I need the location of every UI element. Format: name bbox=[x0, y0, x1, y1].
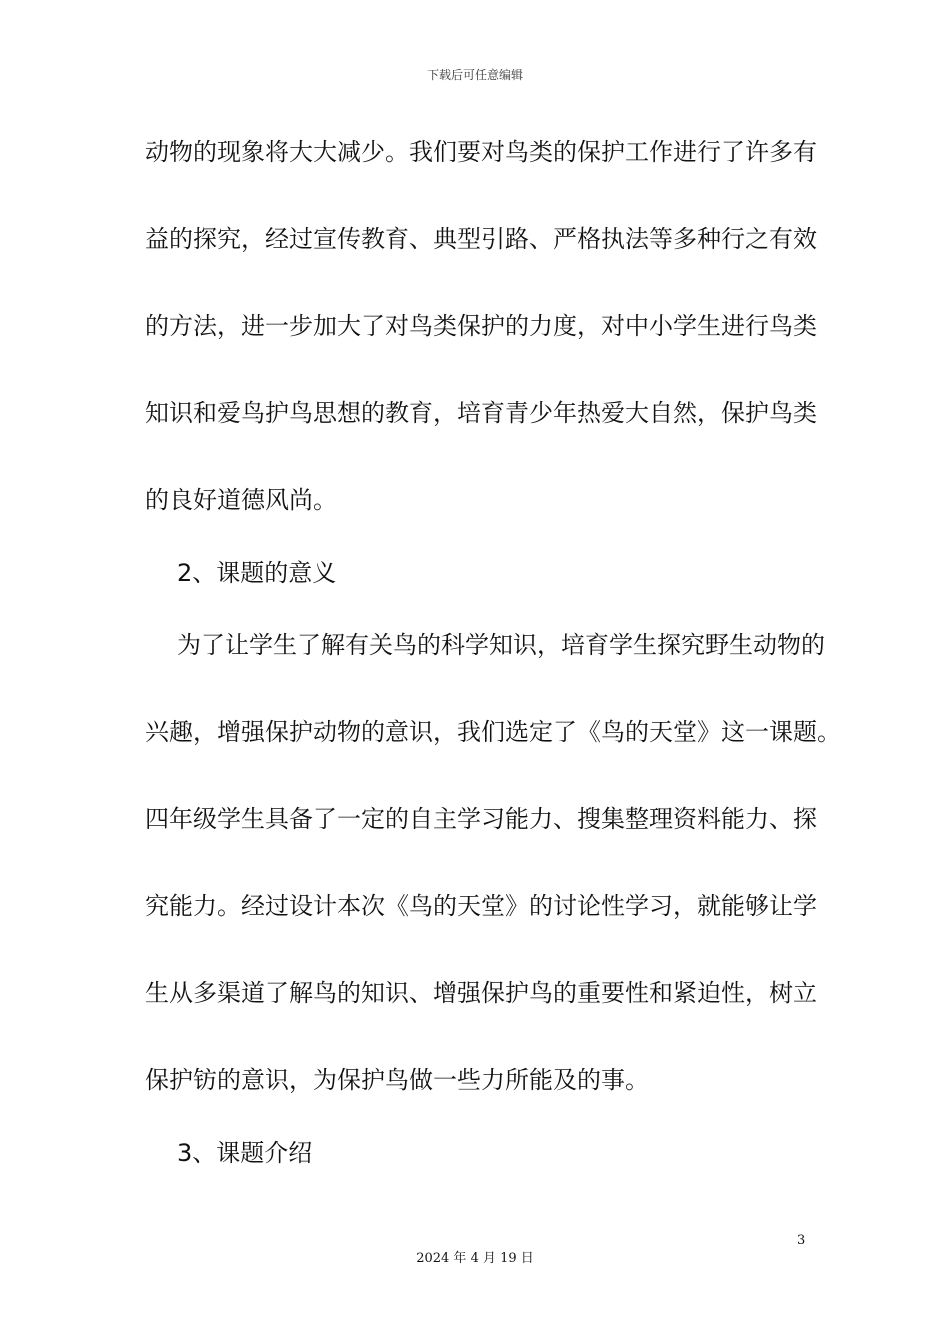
paragraph-line: 知识和爱鸟护鸟思想的教育，培育青少年热爱大自然，保护鸟类 bbox=[145, 399, 817, 427]
paragraph-line: 为了让学生了解有关鸟的科学知识，培育学生探究野生动物的 bbox=[177, 631, 825, 659]
paragraph-line: 动物的现象将大大减少。我们要对鸟类的保护工作进行了许多有 bbox=[145, 138, 817, 166]
section-heading: 3、课题介绍 bbox=[177, 1139, 313, 1167]
paragraph-line: 的良好道德风尚。 bbox=[145, 486, 337, 514]
paragraph-line: 兴趣，增强保护动物的意识，我们选定了《鸟的天堂》这一课题。 bbox=[145, 718, 841, 746]
paragraph-line: 四年级学生具备了一定的自主学习能力、搜集整理资料能力、探 bbox=[145, 805, 817, 833]
paragraph-line: 生从多渠道了解鸟的知识、增强保护鸟的重要性和紧迫性，树立 bbox=[145, 979, 817, 1007]
footer-date: 2024 年 4 月 19 日 bbox=[416, 1251, 534, 1266]
paragraph-line: 保护钫的意识，为保护鸟做一些力所能及的事。 bbox=[145, 1066, 649, 1094]
paragraph-line: 究能力。经过设计本次《鸟的天堂》的讨论性学习，就能够让学 bbox=[145, 892, 817, 920]
paragraph-line: 益的探究，经过宣传教育、典型引路、严格执法等多种行之有效 bbox=[145, 225, 817, 253]
section-heading: 2、课题的意义 bbox=[177, 559, 337, 587]
paragraph-line: 的方法，进一步加大了对鸟类保护的力度，对中小学生进行鸟类 bbox=[145, 312, 817, 340]
page-number: 3 bbox=[797, 1233, 806, 1248]
header-note: 下载后可任意编辑 bbox=[426, 68, 523, 82]
